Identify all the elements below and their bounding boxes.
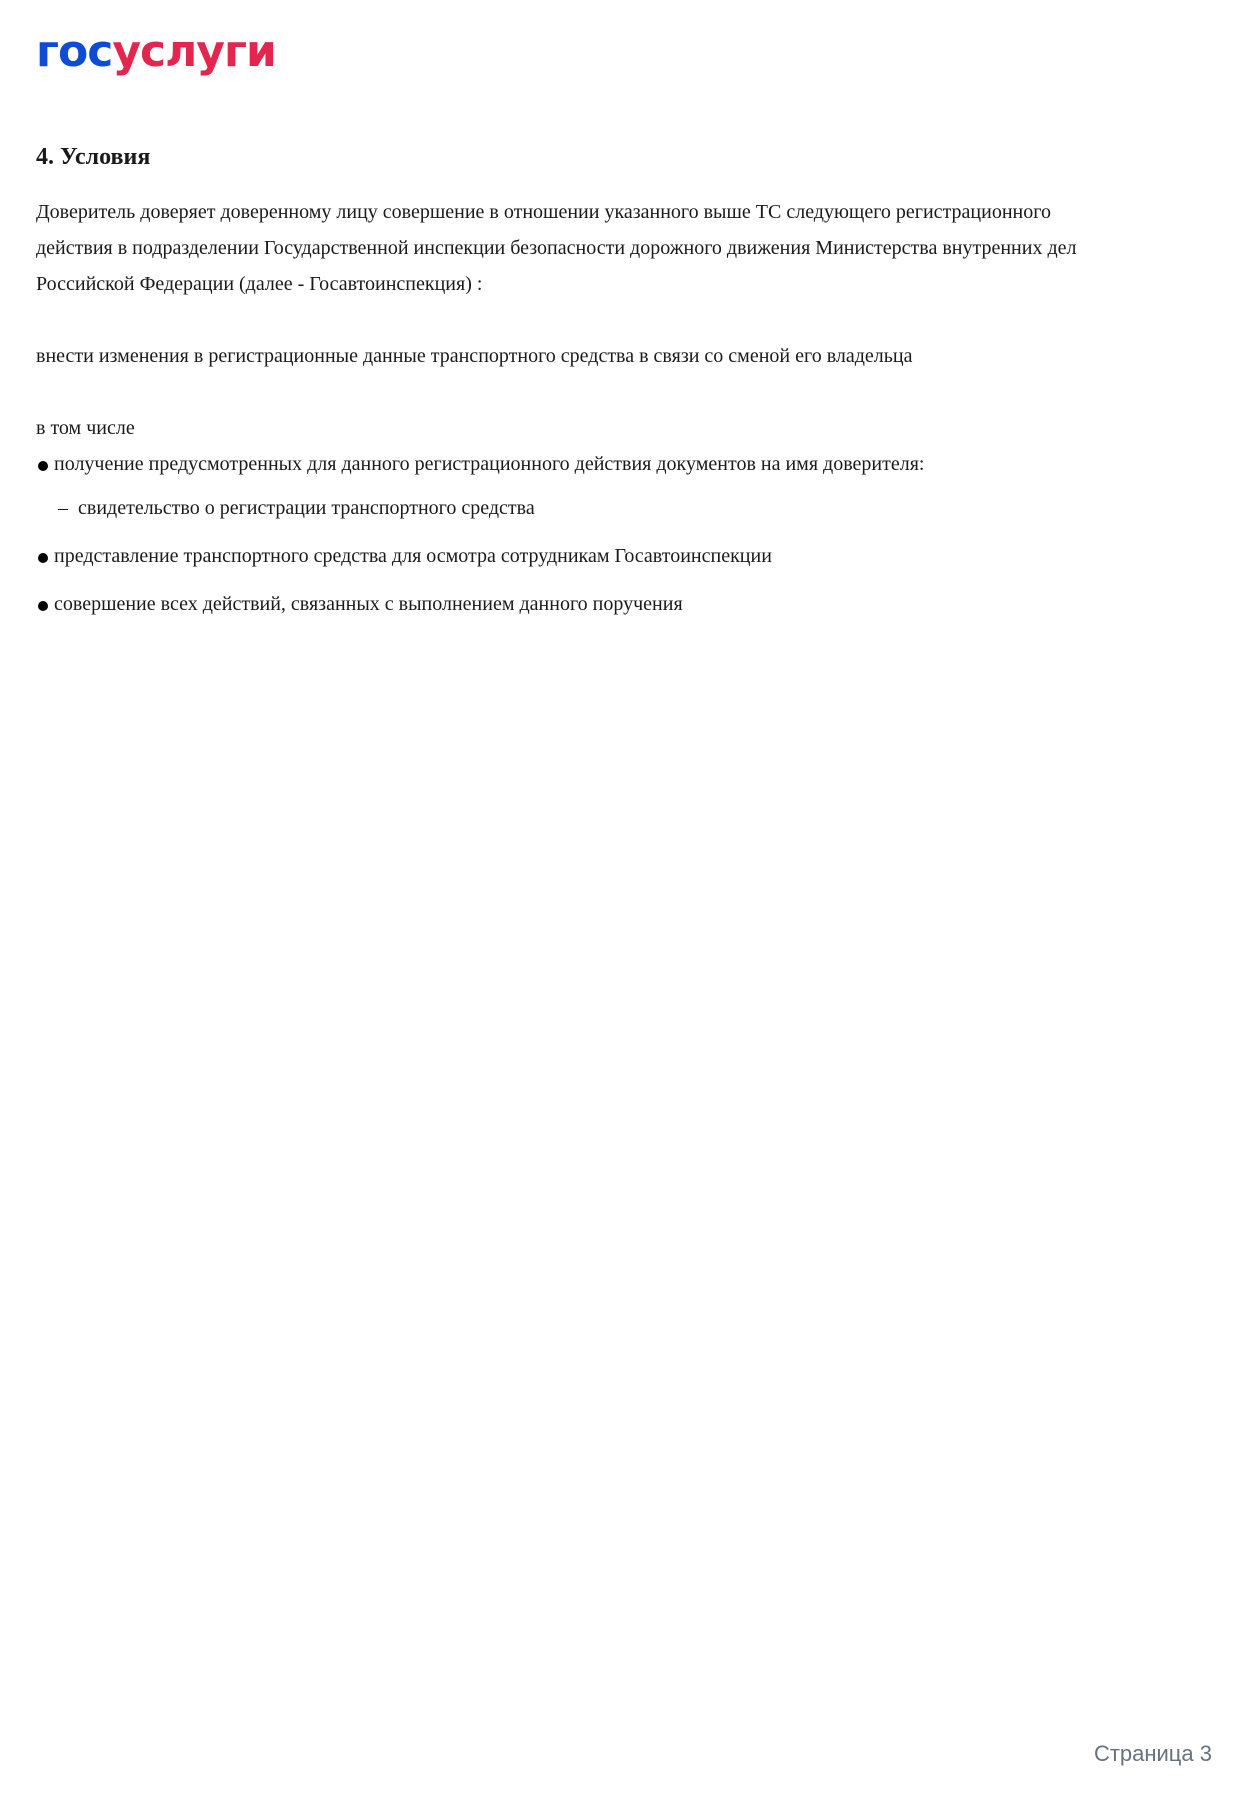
- document-content: [36, 140, 1216, 622]
- bullet-icon: [38, 601, 48, 611]
- list-item: [36, 446, 1216, 482]
- bullet-icon: [38, 461, 48, 471]
- list-item: [36, 586, 1216, 622]
- registration-action: внести изменения в регистрационные данные транспортного средства в связи со сменой его владельца: [36, 345, 913, 367]
- dash-icon: –: [58, 497, 68, 519]
- bullet-icon: [38, 553, 48, 563]
- gosuslugi-logo: [36, 26, 276, 77]
- logo-part-gos: гос: [36, 26, 113, 77]
- sub-list-item-text: свидетельство о регистрации транспортного средства: [78, 497, 535, 519]
- logo-part-uslugi: услуги: [112, 26, 276, 77]
- intro-line-3: Российской Федерации (далее - Госавтоинспекция) :: [36, 273, 483, 295]
- section-title: 4. Условия: [36, 144, 151, 170]
- intro-line-1: Доверитель доверяет доверенному лицу совершение в отношении указанного выше ТС следующего регистрационного: [36, 201, 1051, 223]
- list-item-text: представление транспортного средства для осмотра сотрудникам Госавтоинспекции: [54, 545, 772, 567]
- intro-line-2: действия в подразделении Государственной инспекции безопасности дорожного движения Министерства внутренних дел: [36, 237, 1077, 259]
- list-item-text: получение предусмотренных для данного регистрационного действия документов на имя доверителя:: [54, 453, 925, 475]
- list-item-text: совершение всех действий, связанных с выполнением данного поручения: [54, 593, 683, 615]
- sub-list-item: [36, 490, 1216, 526]
- list-item: [36, 538, 1216, 574]
- including-label: в том числе: [36, 417, 135, 439]
- page-number: Страница 3: [1093, 1741, 1212, 1766]
